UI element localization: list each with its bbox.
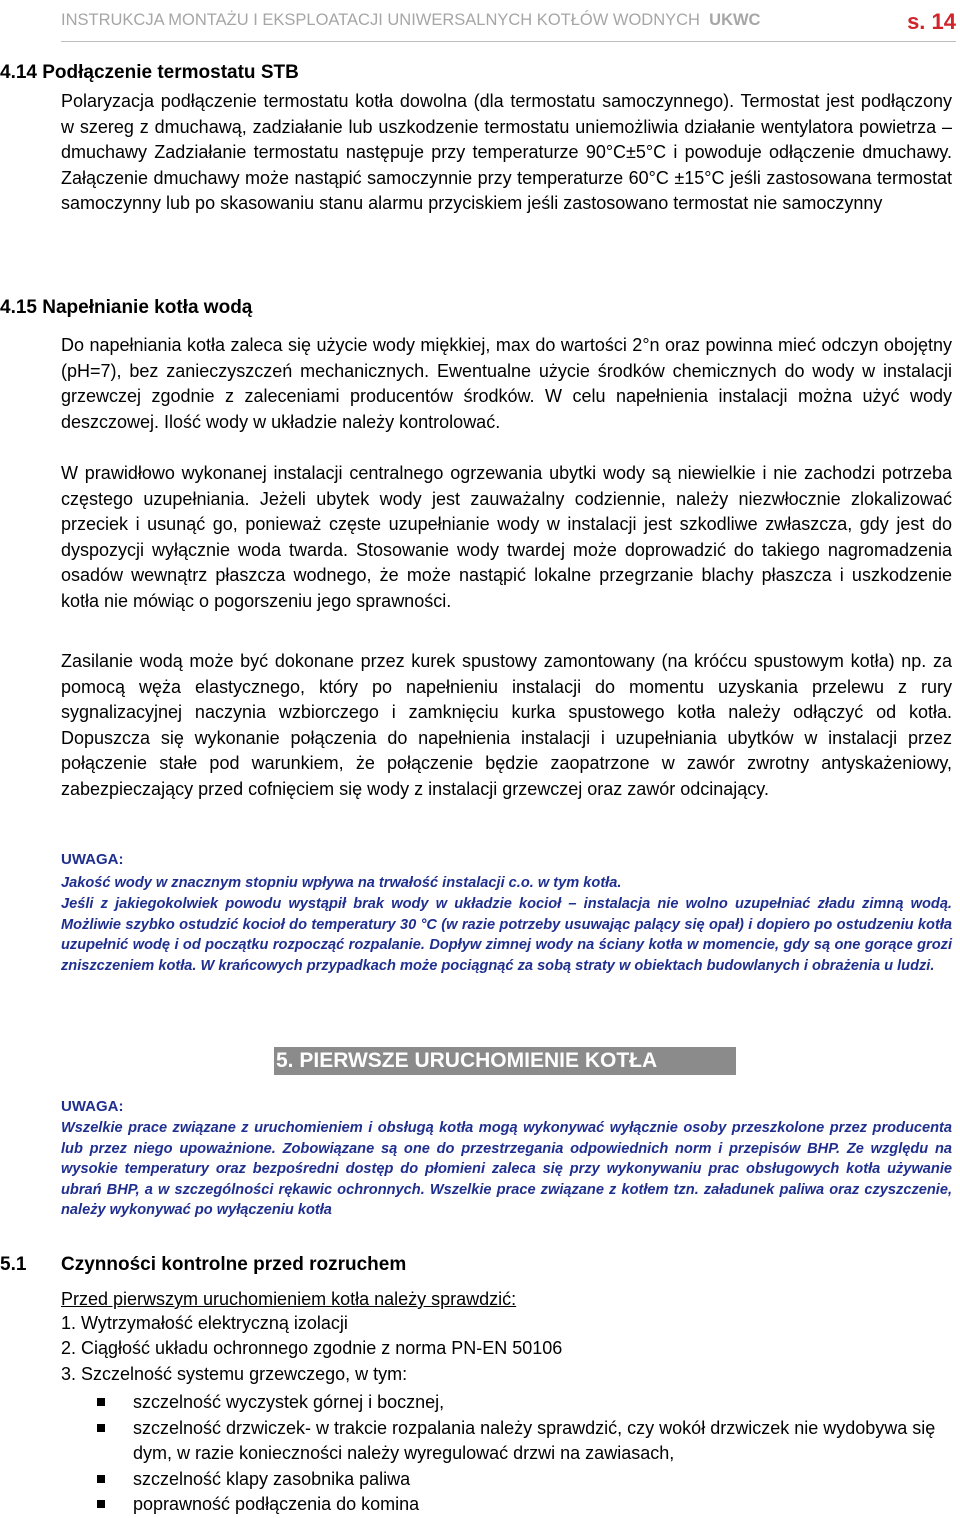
bullet-text: szczelność klapy zasobnika paliwa [133, 1468, 411, 1489]
warning-1-body: Jeśli z jakiegokolwiek powodu wystąpił brak wody w układzie kocioł – instalacja nie wolno uzupełniać zładu zimną wodą. Możliwie szybko ostudzić kocioł do temperatury 30 °C (w razie potrzeby usuwając palący się opał) i dopiero po ostudzeniu kotła uzupełnić wodę i od początku rozpocząć rozpalanie. Dopływ zimnej wody na ściany kotła w momencie, gdy są one gorące grozi zniszczeniem kotła. W krańcowych przypadkach może pociągnąć za sobą straty w obiektach budowlanych i obrażenia u ludzi. [61, 896, 952, 974]
bullet-item [95, 1416, 955, 1467]
square-bullet-icon [97, 1500, 105, 1508]
bullet-text: poprawność podłączenia do komina [133, 1494, 420, 1514]
section-4-15-heading: 4.15 Napełnianie kotła wodą [0, 297, 253, 318]
warning-2-body: Wszelkie prace związane z uruchomieniem i obsługą kotła mogą wykonywać wyłącznie osoby przeszkolone przez producenta lub przez niego upoważnione. Zobowiązane są one do przestrzegania odpowiednich norm i przepisów BHP. Ze względu na wysokie temperatury oraz bezpośredni dostęp do płomieni zaleca się przy wykonywaniu prac obsługowych kotła używanie ubrań BHP, a w szczególności rękawic ochronnych. Wszelkie prace związane z kotłem tzn. załadunek paliwa oraz czyszczenie, należy wykonywać po wyłączeniu kotła [61, 1120, 952, 1219]
bullet-item [95, 1492, 955, 1518]
square-bullet-icon [97, 1424, 105, 1432]
seal-check-list [95, 1390, 955, 1518]
bullet-item [95, 1390, 955, 1416]
square-bullet-icon [97, 1475, 105, 1483]
header-title [61, 11, 760, 30]
bullet-text: szczelność drzwiczek- w trakcie rozpalania należy sprawdzić, czy wokół drzwiczek nie wydobywa się dym, w razie konieczności należy wyregulować drzwi na zawiasach, [133, 1417, 936, 1463]
section-4-14-body: Polaryzacja podłączenie termostatu kotła dowolna (dla termostatu samoczynnego). Termostat jest podłączony w szereg z dmuchawą, zadziałanie lub uszkodzenie termostatu uniemożliwia działanie wentylatora powietrza – dmuchawy Zadziałanie termostatu następuje przy temperaturze 90°C±5°C i powoduje odłączenie dmuchawy. Załączenie dmuchawy może nastąpić samoczynnie przy temperaturze 60°C ±15°C jeśli zastosowana termostat samoczynny lub po skasowaniu stanu alarmu przyciskiem jeśli zastosowano termostat nie samoczynny [61, 91, 952, 213]
checklist-intro: Przed pierwszym uruchomieniem kotła należy sprawdzić: [61, 1289, 517, 1309]
header-brand: UKWC [709, 11, 761, 29]
square-bullet-icon [97, 1398, 105, 1406]
checklist-item-1: 1. Wytrzymałość elektryczną izolacji [61, 1313, 348, 1333]
checklist-item-2: 2. Ciągłość układu ochronnego zgodnie z norma PN-EN 50106 [61, 1338, 563, 1358]
section-4-14-heading: 4.14 Podłączenie termostatu STB [0, 62, 299, 83]
warning-2-label: UWAGA: [61, 1098, 124, 1115]
warning-1-line-1: Jakość wody w znacznym stopniu wpływa na trwałość instalacji c.o. w tym kotła. [61, 875, 622, 891]
bullet-text: szczelność wyczystek górnej i bocznej, [133, 1392, 445, 1412]
page-number: s. 14 [907, 9, 956, 34]
chapter-5-heading: 5. PIERWSZE URUCHOMIENIE KOTŁA [274, 1047, 736, 1075]
checklist-item-3: 3. Szczelność systemu grzewczego, w tym: [61, 1364, 408, 1384]
section-5-1-heading: Czynności kontrolne przed rozruchem [61, 1254, 407, 1275]
header-title-text: INSTRUKCJA MONTAŻU I EKSPLOATACJI UNIWERSALNYCH KOTŁÓW WODNYCH [61, 11, 700, 29]
warning-1-label: UWAGA: [61, 851, 124, 868]
section-5-1-number: 5.1 [0, 1254, 27, 1275]
page-header [61, 10, 956, 40]
header-divider [61, 41, 956, 42]
section-4-15-paragraph-2: W prawidłowo wykonanej instalacji centralnego ogrzewania ubytki wody są niewielkie i nie zachodzi potrzeba częstego uzupełniania. Jeżeli ubytek wody jest zauważalny codziennie, należy niezwłocznie zlokalizować przeciek i usunąć go, ponieważ częste uzupełnianie wody w instalacji jest szkodliwe zwłaszcza, gdy jest do dyspozycji wyłącznie woda twarda. Stosowanie wody twardej może doprowadzić do takiego nagromadzenia osadów wewnątrz płaszcza wodnego, że może nastąpić lokalne przegrzanie blachy płaszcza i uszkodzenie kotła nie mówiąc o pogorszeniu jego sprawności. [61, 463, 952, 611]
section-4-15-paragraph-1: Do napełniania kotła zaleca się użycie wody miękkiej, max do wartości 2°n oraz powinna mieć odczyn obojętny (pH=7), bez zanieczyszczeń mechanicznych. Ewentualne użycie środków chemicznych do wody w instalacji grzewczej zgodnie z zaleceniami producentów środków. W celu napełnienia instalacji można użyć wody deszczowej. Ilość wody w układzie należy kontrolować. [61, 335, 952, 432]
bullet-item [95, 1467, 955, 1493]
section-4-15-paragraph-3: Zasilanie wodą może być dokonane przez kurek spustowy zamontowany (na króćcu spustowym kotła) np. za pomocą węża elastycznego, który po napełnieniu instalacji do momentu uzyskania przelewu z rury sygnalizacyjnej naczynia wzbiorczego i zamknięciu kurka spustowego kotła należy odłączyć od kotła. Dopuszcza się wykonanie połączenia do napełnienia instalacji i uzupełniania ubytków w instalacji przez połączenie stałe pod warunkiem, że połączenie będzie zaopatrzone w zawór zwrotny antyskażeniowy, zabezpieczający przed cofnięciem się wody z instalacji grzewczej oraz zawór odcinający. [61, 651, 952, 799]
